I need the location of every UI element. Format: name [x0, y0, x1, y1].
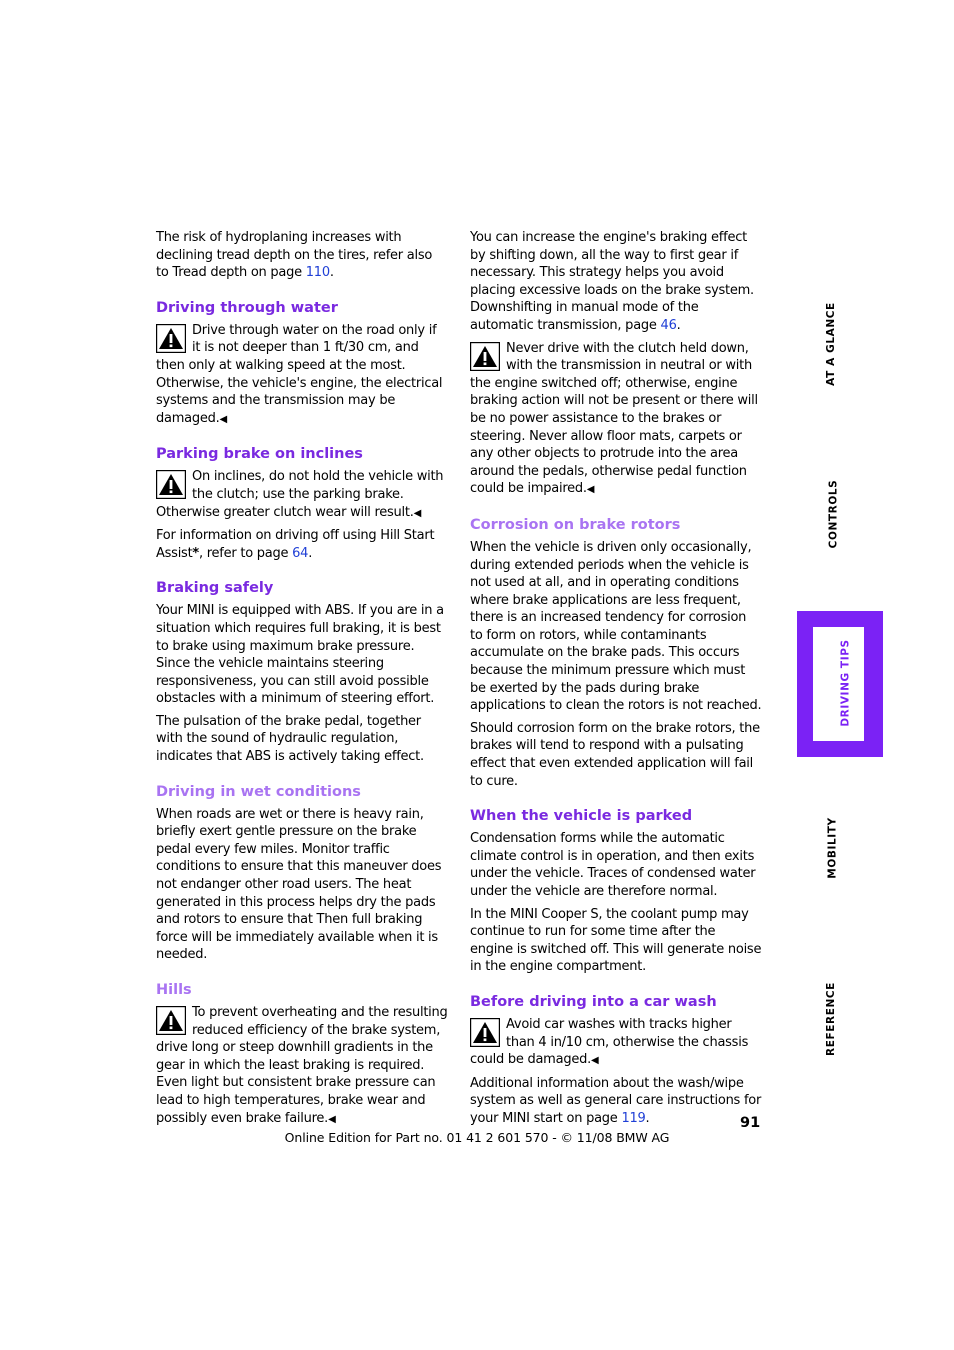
car-wash-warning: Avoid car washes with tracks higher than 4 in/10 cm, otherwise the chassis could be damaged.◀ — [470, 1016, 749, 1068]
car-wash-info-paragraph: Additional information about the wash/wipe system as well as general care instructions for your MINI start on page 119. — [470, 1075, 762, 1126]
page-number: 91 — [740, 1115, 761, 1131]
end-mark-icon: ◀ — [413, 507, 422, 519]
page-link-46[interactable]: 46 — [660, 317, 677, 333]
braking-paragraph-2: The pulsation of the brake pedal, together with the sound of hydraulic regulation, indicates that ABS is actively taking effect. — [156, 713, 424, 765]
corrosion-paragraph-2: Should corrosion form on the brake rotors, the brakes will tend to respond with a pulsating effect that even extended application will fail to cure. — [470, 720, 760, 789]
page-link-64[interactable]: 64 — [292, 545, 309, 561]
tab-driving-tips-active[interactable] — [797, 611, 883, 757]
parked-paragraph-1: Condensation forms while the automatic climate control is in operation, and then exits under the vehicle. Traces of condensed water under the vehicle are therefore normal. — [470, 831, 756, 899]
right-column — [470, 229, 762, 1133]
warning-icon — [470, 342, 500, 371]
end-mark-icon: ◀ — [586, 484, 595, 496]
incline-warning: On inclines, do not hold the vehicle with the clutch; use the parking brake. Otherwise greater clutch wear will result.◀ — [156, 469, 444, 520]
water-warning: Drive through water on the road only if it is not deeper than 1 ft/30 cm, and then only at walking speed at the most. Otherwise, the vehicle's engine, the electrical systems and the transmission may be damaged.◀ — [156, 322, 443, 426]
heading-before-driving-into-car-wash: Before driving into a car wash — [470, 993, 717, 1010]
optional-equipment-star: * — [192, 545, 199, 561]
tab-at-a-glance[interactable]: AT A GLANCE — [824, 302, 837, 386]
hills-warning: To prevent overheating and the resulting reduced efficiency of the brake system, drive long or steep downhill gradients in the gear in which the least braking is required. Even light but consistent brake pressure can lead to high temperatures, brake wear and possibly even brake failure.◀ — [156, 1005, 448, 1126]
heading-when-the-vehicle-is-parked: When the vehicle is parked — [470, 808, 693, 825]
clutch-warning: Never drive with the clutch held down, with the transmission in neutral or with the engine switched off; otherwise, engine braking action will not be present or there will be no power assistance to the brakes or steering. Never allow floor mats, carpets or any other objects to protrude into the area around the pedals, otherwise pedal function could be impaired.◀ — [470, 340, 758, 497]
corrosion-paragraph-1: When the vehicle is driven only occasionally, during extended periods when the vehicle is not used at all, and in operating conditions where brake applications are less frequent, there is an increased tendency for corrosion to form on rotors, while contaminants accumulate on the brake pads. This occurs because the minimum pressure which must be exerted by the pads during brake applications to clean the rotors is not reached. — [470, 539, 762, 714]
heading-corrosion-on-brake-rotors: Corrosion on brake rotors — [470, 516, 681, 533]
hydroplaning-paragraph: The risk of hydroplaning increases with declining tread depth on the tires, refer also to Tread depth on page 110. — [156, 230, 433, 281]
parked-paragraph-2: In the MINI Cooper S, the coolant pump may continue to run for some time after the engine is switched off. This will generate noise in the engine compartment. — [470, 906, 762, 975]
warning-icon — [156, 324, 186, 353]
heading-parking-brake-on-inclines: Parking brake on inclines — [156, 446, 363, 463]
heading-hills: Hills — [156, 982, 192, 998]
active-tab-panel — [813, 627, 864, 741]
page-link-119[interactable]: 119 — [621, 1110, 646, 1126]
heading-driving-in-wet-conditions: Driving in wet conditions — [156, 783, 361, 800]
warning-icon — [470, 1018, 500, 1047]
footer-edition-note: Online Edition for Part no. 01 41 2 601 570 - © 11/08 BMW AG — [284, 1130, 670, 1145]
tab-controls[interactable]: CONTROLS — [827, 479, 840, 549]
tab-driving-tips-label: DRIVING TIPS — [839, 639, 852, 727]
heading-braking-safely: Braking safely — [156, 580, 274, 597]
hill-start-paragraph: For information on driving off using Hill Start Assist*, refer to page 64. — [156, 528, 435, 561]
warning-icon — [156, 1006, 186, 1035]
warning-icon — [156, 470, 186, 499]
wet-paragraph: When roads are wet or there is heavy rain, briefly exert gentle pressure on the brake pedal every few miles. Monitor traffic conditions to ensure that this maneuver does not endanger other road users. The heat generated in this process helps dry the pads and rotors to ensure that Then full braking force will be immediately available when it is needed. — [156, 806, 442, 963]
end-mark-icon: ◀ — [590, 1055, 599, 1067]
tab-reference[interactable]: REFERENCE — [824, 982, 837, 1056]
end-mark-icon: ◀ — [219, 413, 227, 425]
engine-braking-paragraph: You can increase the engine's braking effect by shifting down, all the way to first gear if necessary. This strategy helps you avoid placing excessive loads on the brake system. Downshifting in manual mode of the automatic transmission, page 46. — [470, 230, 754, 333]
left-column — [156, 229, 448, 1133]
heading-driving-through-water: Driving through water — [156, 299, 338, 316]
end-mark-icon: ◀ — [328, 1113, 336, 1125]
page-link-110[interactable]: 110 — [305, 265, 330, 281]
braking-paragraph-1: Your MINI is equipped with ABS. If you are in a situation which requires full braking, it is best to brake using maximum brake pressure. Since the vehicle maintains steering responsiveness, you can still avoid possible obstacles with a minimum of steering effort. — [156, 603, 444, 707]
tab-mobility[interactable]: MOBILITY — [826, 817, 839, 879]
